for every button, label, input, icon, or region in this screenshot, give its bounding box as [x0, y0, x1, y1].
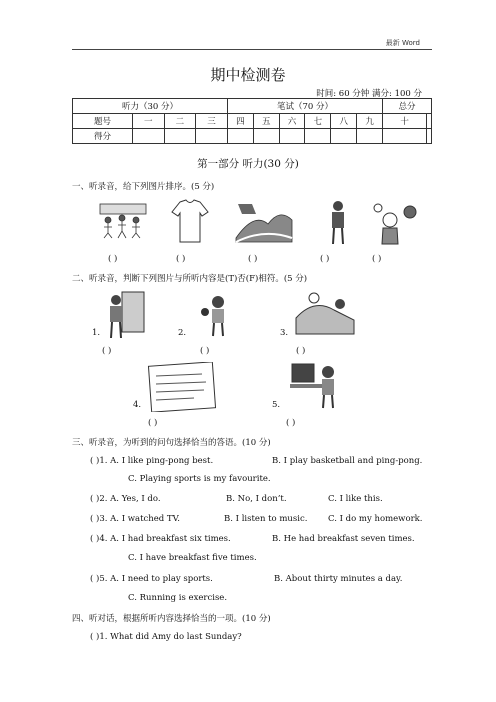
listening-cell: 听力（30 分）	[73, 99, 228, 114]
score-input-cell[interactable]	[305, 129, 331, 144]
answer-blank[interactable]: ( )	[286, 418, 296, 428]
option-c: C. Playing sports is my favourite.	[128, 474, 271, 484]
boy-board-image	[104, 288, 146, 340]
question-3: ( )3. A. I watched TV.	[90, 514, 180, 524]
header-tag: 最新 Word	[385, 39, 420, 47]
score-input-cell[interactable]	[427, 129, 432, 144]
part-one-title: 第一部分 听力(30 分)	[197, 158, 299, 170]
total-cell: 总分	[383, 99, 432, 114]
girl-pingpong-image	[200, 292, 236, 338]
option-b: B. He had breakfast seven times.	[272, 534, 415, 544]
homework-image	[146, 362, 218, 412]
table-cell: 三	[196, 114, 228, 129]
table-cell: 六	[279, 114, 305, 129]
time-info: 时间: 60 分钟 满分: 100 分	[316, 89, 422, 99]
question-1: ( )1. A. I like ping-pong best.	[90, 456, 214, 466]
score-table	[72, 98, 432, 144]
answer-blank[interactable]: ( )	[176, 254, 186, 264]
score-input-cell[interactable]	[164, 129, 196, 144]
question-5: ( )5. A. I need to play sports.	[90, 574, 213, 584]
table-cell: 四	[227, 114, 253, 129]
question-2: ( )2. A. Yes, I do.	[90, 494, 161, 504]
score-input-cell[interactable]	[227, 129, 253, 144]
score-input-cell[interactable]	[279, 129, 305, 144]
question-1: ( )1. What did Amy do last Sunday?	[90, 632, 242, 642]
answer-blank[interactable]: ( )	[200, 346, 210, 356]
kids-playing-image	[96, 198, 152, 246]
score-input-cell[interactable]	[132, 129, 164, 144]
answer-blank[interactable]: ( )	[296, 346, 306, 356]
section1-title: 一、听录音，给下列图片排序。(5 分)	[72, 182, 215, 192]
table-cell	[427, 114, 432, 129]
score-table-score-row	[73, 129, 432, 144]
item-number: 2.	[178, 328, 187, 338]
item-number: 1.	[92, 328, 101, 338]
table-cell: 五	[253, 114, 279, 129]
score-input-cell[interactable]	[253, 129, 279, 144]
item-number: 4.	[133, 400, 142, 410]
answer-blank[interactable]: ( )	[102, 346, 112, 356]
table-cell: 题号	[73, 114, 133, 129]
section3-title: 三、听录音，为听到的问句选择恰当的答语。(10 分)	[72, 438, 271, 448]
answer-blank[interactable]: ( )	[108, 254, 118, 264]
option-b: B. I play basketball and ping-pong.	[272, 456, 423, 466]
header-divider	[72, 49, 432, 50]
table-cell: 九	[357, 114, 383, 129]
table-cell: 得分	[73, 129, 133, 144]
item-number: 3.	[280, 328, 289, 338]
score-table-number-row	[73, 114, 432, 129]
bed-image	[294, 290, 356, 338]
option-c: C. I like this.	[328, 494, 383, 504]
boy-image	[326, 198, 350, 246]
score-input-cell[interactable]	[383, 129, 427, 144]
item-number: 5.	[272, 400, 281, 410]
page-title: 期中检测卷	[210, 66, 286, 84]
answer-blank[interactable]: ( )	[372, 254, 382, 264]
score-table-header-row	[73, 99, 432, 114]
table-cell: 一	[132, 114, 164, 129]
option-c: C. I do my homework.	[328, 514, 423, 524]
score-input-cell[interactable]	[196, 129, 228, 144]
answer-blank[interactable]: ( )	[320, 254, 330, 264]
tshirt-image	[170, 198, 210, 246]
answer-blank[interactable]: ( )	[248, 254, 258, 264]
table-cell: 十	[383, 114, 427, 129]
section4-title: 四、听对话，根据所听内容选择恰当的一项。(10 分)	[72, 614, 271, 624]
table-cell: 二	[164, 114, 196, 129]
table-cell: 七	[305, 114, 331, 129]
writing-cell: 笔试（70 分）	[227, 99, 382, 114]
landscape-image	[234, 198, 294, 246]
table-cell: 八	[331, 114, 357, 129]
option-c: C. I have breakfast five times.	[128, 553, 257, 563]
score-input-cell[interactable]	[357, 129, 383, 144]
option-b: B. About thirty minutes a day.	[274, 574, 403, 584]
option-b: B. No, I don’t.	[226, 494, 287, 504]
question-4: ( )4. A. I had breakfast six times.	[90, 534, 231, 544]
computer-boy-image	[288, 360, 344, 410]
option-b: B. I listen to music.	[224, 514, 308, 524]
answer-blank[interactable]: ( )	[148, 418, 158, 428]
boy-sports-image	[370, 198, 420, 246]
section2-title: 二、听录音，判断下列图片与所听内容是(T)否(F)相符。(5 分)	[72, 274, 308, 284]
option-c: C. Running is exercise.	[128, 593, 228, 603]
score-input-cell[interactable]	[331, 129, 357, 144]
